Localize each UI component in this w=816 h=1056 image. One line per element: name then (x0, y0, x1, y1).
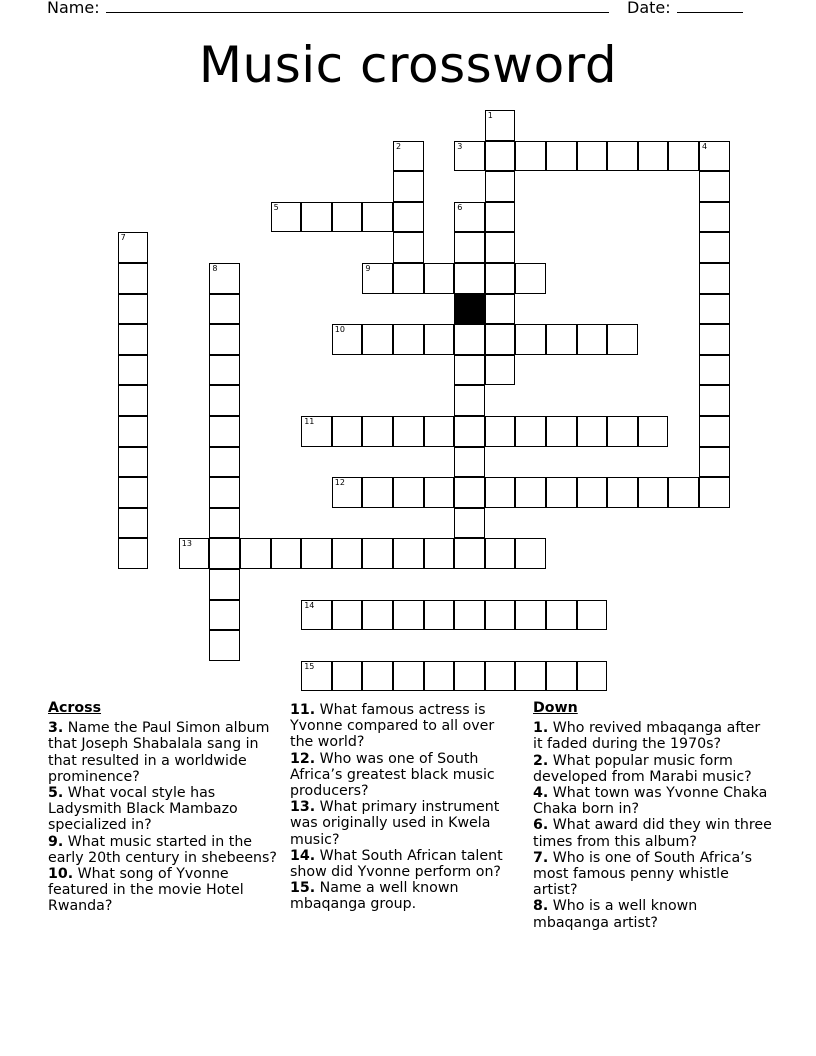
crossword-cell[interactable] (393, 538, 424, 569)
clue-text: Name a well known mbaqanga group. (290, 880, 459, 913)
crossword-cell[interactable] (699, 294, 730, 325)
crossword-cell[interactable] (362, 202, 393, 233)
clue-number: 4 (702, 141, 708, 151)
crossword-cell[interactable] (607, 324, 638, 355)
crossword-cell[interactable] (332, 538, 363, 569)
clue-number-label: 15. (290, 880, 316, 897)
crossword-cell[interactable] (209, 477, 240, 508)
crossword-cell[interactable] (362, 263, 393, 294)
crossword-cell[interactable] (301, 600, 332, 631)
crossword-cell[interactable] (118, 416, 149, 447)
crossword-cell[interactable] (699, 416, 730, 447)
crossword-cell[interactable] (301, 416, 332, 447)
crossword-cell[interactable] (454, 355, 485, 386)
crossword-cell[interactable] (699, 141, 730, 172)
crossword-cell[interactable] (118, 508, 149, 539)
crossword-cell[interactable] (454, 202, 485, 233)
clue-number-label: 8. (533, 898, 549, 915)
crossword-cell[interactable] (485, 171, 516, 202)
clue-text: Who revived mbaqanga after it faded during the 1970s? (533, 720, 761, 753)
crossword-cell[interactable] (454, 477, 485, 508)
clue-text: What song of Yvonne featured in the movie Hotel Rwanda? (48, 866, 244, 915)
crossword-cell[interactable] (485, 263, 516, 294)
across-clues (48, 700, 284, 915)
clue-text: What vocal style has Ladysmith Black Mambazo specialized in? (48, 785, 238, 834)
crossword-cell[interactable] (638, 477, 669, 508)
crossword-cell[interactable] (362, 538, 393, 569)
crossword-cell[interactable] (424, 600, 455, 631)
clue-number-label: 9. (48, 833, 64, 850)
crossword-cell[interactable] (393, 661, 424, 692)
crossword-cell[interactable] (454, 447, 485, 478)
crossword-cell[interactable] (638, 141, 669, 172)
crossword-cell[interactable] (607, 141, 638, 172)
crossword-cell[interactable] (393, 232, 424, 263)
crossword-cell[interactable] (699, 232, 730, 263)
clue-number: 14 (304, 600, 315, 610)
page-title: Music crossword (198, 36, 618, 94)
crossword-cell[interactable] (209, 447, 240, 478)
crossword-cell[interactable] (699, 263, 730, 294)
down-heading: Down (533, 700, 578, 716)
crossword-cell[interactable] (485, 232, 516, 263)
clue-number-label: 2. (533, 752, 549, 769)
clue-number: 11 (304, 417, 315, 426)
crossword-cell[interactable] (362, 600, 393, 631)
crossword-cell[interactable] (393, 263, 424, 294)
crossword-cell[interactable] (699, 355, 730, 386)
crossword-cell[interactable] (515, 600, 546, 631)
crossword-cell[interactable] (546, 477, 577, 508)
name-label: Name: (47, 0, 100, 17)
clue-number: 6 (457, 202, 463, 212)
crossword-cell[interactable] (515, 538, 546, 569)
crossword-cell[interactable] (577, 477, 608, 508)
crossword-cell[interactable] (209, 569, 240, 600)
clue-text: Who is a well known mbaqanga artist? (533, 898, 698, 931)
crossword-cell[interactable] (577, 141, 608, 172)
clue-number-label: 13. (290, 799, 316, 816)
crossword-cell[interactable] (607, 477, 638, 508)
crossword-cell[interactable] (699, 202, 730, 233)
clue-text: What primary instrument was originally used in Kwela music? (290, 799, 500, 848)
crossword-cell[interactable] (546, 661, 577, 692)
clue-item (533, 898, 773, 930)
clue-item (533, 720, 773, 752)
crossword-cell[interactable] (393, 171, 424, 202)
crossword-cell[interactable] (699, 447, 730, 478)
crossword-cell[interactable] (454, 141, 485, 172)
crossword-cell[interactable] (332, 477, 363, 508)
clue-text: Who is one of South Africa’s most famous penny whistle artist? (533, 849, 753, 899)
crossword-cell[interactable] (393, 477, 424, 508)
clue-item (533, 850, 773, 899)
clue-number-label: 3. (48, 720, 64, 737)
clue-item (290, 702, 520, 751)
crossword-cell[interactable] (393, 416, 424, 447)
crossword-cell[interactable] (577, 600, 608, 631)
clue-text: What famous actress is Yvonne compared to all over the world? (290, 702, 495, 751)
crossword-cell[interactable] (485, 477, 516, 508)
crossword-cell[interactable] (515, 263, 546, 294)
crossword-cell[interactable] (118, 477, 149, 508)
crossword-cell[interactable] (546, 141, 577, 172)
crossword-cell[interactable] (485, 110, 516, 141)
clue-number-label: 7. (533, 849, 549, 866)
clue-item (533, 785, 773, 817)
crossword-cell[interactable] (546, 600, 577, 631)
clue-number: 3 (457, 141, 463, 151)
crossword-cell[interactable] (362, 324, 393, 355)
crossword-cell[interactable] (638, 416, 669, 447)
crossword-cell[interactable] (485, 661, 516, 692)
crossword-cell[interactable] (699, 171, 730, 202)
crossword-cell[interactable] (332, 600, 363, 631)
crossword-cell[interactable] (271, 202, 302, 233)
crossword-cell[interactable] (668, 477, 699, 508)
clue-number: 5 (273, 202, 279, 212)
clue-text: What award did they win three times from this album? (533, 817, 772, 850)
clue-item (290, 751, 520, 800)
crossword-cell[interactable] (485, 294, 516, 325)
crossword-cell[interactable] (393, 324, 424, 355)
crossword-cell[interactable] (424, 263, 455, 294)
crossword-cell[interactable] (118, 385, 149, 416)
crossword-cell[interactable] (362, 416, 393, 447)
crossword-cell[interactable] (179, 538, 210, 569)
crossword-cell[interactable] (577, 324, 608, 355)
black-cell (454, 294, 485, 325)
crossword-cell[interactable] (454, 600, 485, 631)
crossword-cell[interactable] (577, 661, 608, 692)
crossword-cell[interactable] (699, 477, 730, 508)
clue-number-label: 10. (48, 866, 74, 883)
crossword-cell[interactable] (209, 355, 240, 386)
crossword-cell[interactable] (118, 538, 149, 569)
crossword-cell[interactable] (454, 385, 485, 416)
across-clues-continued (290, 702, 520, 913)
clue-number: 9 (365, 264, 371, 273)
crossword-cell[interactable] (209, 416, 240, 447)
clue-item (48, 866, 284, 915)
clue-number: 12 (334, 478, 345, 488)
clue-text: Who was one of South Africa’s greatest black music producers? (290, 750, 495, 800)
crossword-cell[interactable] (454, 508, 485, 539)
clue-number: 10 (334, 325, 345, 335)
clue-number-label: 6. (533, 817, 549, 834)
clue-item (290, 880, 520, 912)
clue-item (533, 817, 773, 849)
crossword-cell[interactable] (454, 263, 485, 294)
clue-item (48, 785, 284, 834)
crossword-cell[interactable] (485, 600, 516, 631)
clue-number-label: 4. (533, 785, 549, 802)
crossword-cell[interactable] (362, 661, 393, 692)
crossword-cell[interactable] (118, 263, 149, 294)
clue-text: What popular music form developed from Marabi music? (533, 752, 752, 785)
clue-text: Name the Paul Simon album that Joseph Shabalala sang in that resulted in a worldwide prominence? (48, 720, 270, 785)
crossword-cell[interactable] (362, 477, 393, 508)
down-clues (533, 700, 773, 931)
crossword-cell[interactable] (209, 508, 240, 539)
crossword-cell[interactable] (485, 538, 516, 569)
crossword-cell[interactable] (332, 202, 363, 233)
clue-number-label: 1. (533, 720, 549, 737)
crossword-cell[interactable] (271, 538, 302, 569)
crossword-cell[interactable] (546, 416, 577, 447)
crossword-cell[interactable] (301, 202, 332, 233)
crossword-cell[interactable] (485, 355, 516, 386)
clue-number-label: 14. (290, 847, 316, 864)
clue-text: What music started in the early 20th century in shebeens? (48, 833, 277, 866)
crossword-cell[interactable] (209, 385, 240, 416)
clue-item (533, 753, 773, 785)
crossword-cell[interactable] (301, 538, 332, 569)
clue-item (290, 799, 520, 848)
clue-number-label: 11. (290, 702, 316, 718)
crossword-cell[interactable] (454, 324, 485, 355)
crossword-cell[interactable] (209, 630, 240, 661)
crossword-cell[interactable] (607, 416, 638, 447)
crossword-cell[interactable] (577, 416, 608, 447)
crossword-cell[interactable] (118, 355, 149, 386)
crossword-cell[interactable] (332, 324, 363, 355)
crossword-cell[interactable] (118, 232, 149, 263)
crossword-cell[interactable] (668, 141, 699, 172)
across-heading: Across (48, 700, 102, 716)
crossword-cell[interactable] (454, 538, 485, 569)
crossword-cell[interactable] (209, 294, 240, 325)
clue-number: 7 (120, 233, 126, 243)
crossword-cell[interactable] (699, 385, 730, 416)
crossword-cell[interactable] (301, 661, 332, 692)
crossword-cell[interactable] (118, 447, 149, 478)
crossword-cell[interactable] (515, 477, 546, 508)
crossword-cell[interactable] (118, 294, 149, 325)
clue-number: 2 (396, 141, 402, 151)
crossword-cell[interactable] (332, 661, 363, 692)
crossword-cell[interactable] (209, 600, 240, 631)
clue-number: 8 (212, 264, 218, 273)
crossword-cell[interactable] (485, 202, 516, 233)
clue-number: 1 (487, 111, 493, 120)
clue-text: What South African talent show did Yvonne perform on? (290, 847, 503, 881)
clue-item (48, 720, 284, 785)
crossword-cell[interactable] (393, 202, 424, 233)
clue-text: What town was Yvonne Chaka Chaka born in? (533, 785, 768, 818)
crossword-cell[interactable] (424, 324, 455, 355)
crossword-cell[interactable] (546, 324, 577, 355)
crossword-cell[interactable] (515, 141, 546, 172)
crossword-cell[interactable] (485, 141, 516, 172)
crossword-cell[interactable] (485, 416, 516, 447)
crossword-cell[interactable] (209, 538, 240, 569)
crossword-cell[interactable] (485, 324, 516, 355)
date-label: Date: (627, 0, 671, 17)
crossword-cell[interactable] (424, 477, 455, 508)
crossword-cell[interactable] (515, 324, 546, 355)
crossword-cell[interactable] (209, 263, 240, 294)
clue-number-label: 5. (48, 785, 64, 802)
clue-item (48, 834, 284, 866)
clue-number: 15 (304, 661, 315, 671)
crossword-cell[interactable] (209, 324, 240, 355)
crossword-cell[interactable] (332, 416, 363, 447)
crossword-cell[interactable] (699, 324, 730, 355)
crossword-cell[interactable] (515, 661, 546, 692)
crossword-cell[interactable] (454, 661, 485, 692)
crossword-cell[interactable] (393, 141, 424, 172)
crossword-cell[interactable] (454, 232, 485, 263)
crossword-cell[interactable] (118, 324, 149, 355)
crossword-cell[interactable] (240, 538, 271, 569)
crossword-cell[interactable] (424, 661, 455, 692)
crossword-cell[interactable] (424, 416, 455, 447)
clue-item (290, 848, 520, 880)
clue-number-label: 12. (290, 750, 316, 767)
crossword-cell[interactable] (424, 538, 455, 569)
crossword-cell[interactable] (454, 416, 485, 447)
crossword-cell[interactable] (515, 416, 546, 447)
clue-number: 13 (181, 539, 192, 549)
crossword-cell[interactable] (393, 600, 424, 631)
